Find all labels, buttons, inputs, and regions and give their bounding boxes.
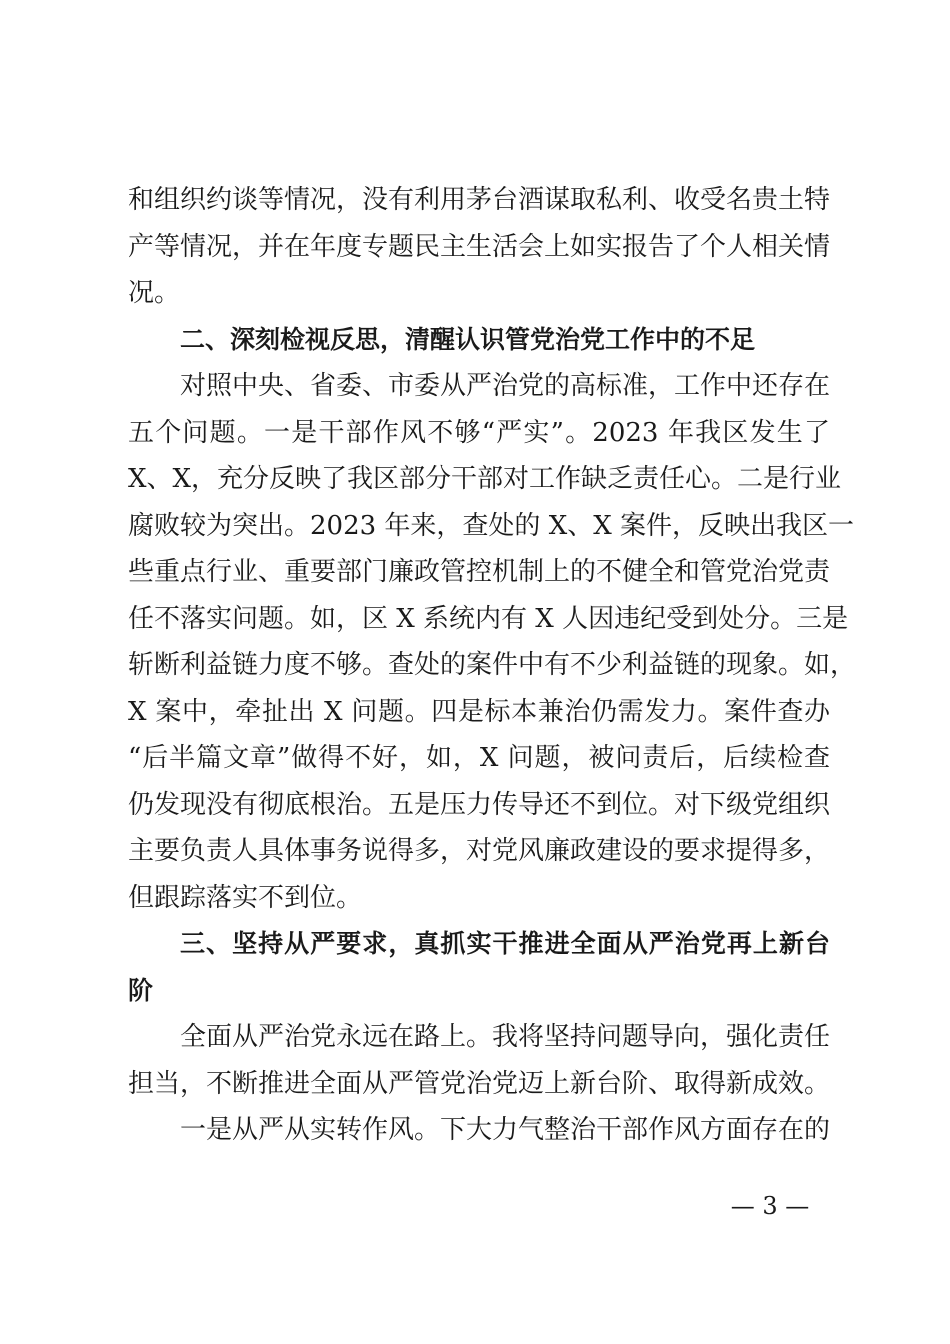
body-text-line: 和组织约谈等情况，没有利用茅台酒谋取私利、收受名贵土特 [128, 185, 831, 215]
body-text-line: 些重点行业、重要部门廉政管控机制上的不健全和管党治党责 [128, 557, 831, 587]
section-heading-3: 三、坚持从严要求，真抓实干推进全面从严治党再上新台 [180, 929, 830, 958]
body-text-line: 腐败较为突出。2023 年来，查处的 X、X 案件，反映出我区一 [128, 511, 854, 541]
body-text-line: 一是从严从实转作风。下大力气整治干部作风方面存在的 [180, 1115, 831, 1145]
body-text-line: 全面从严治党永远在路上。我将坚持问题导向，强化责任 [180, 1022, 831, 1052]
page-number: — 3 — [730, 1192, 810, 1220]
body-text-line: 主要负责人具体事务说得多，对党风廉政建设的要求提得多， [128, 836, 831, 866]
section-heading-2: 二、深刻检视反思，清醒认识管党治党工作中的不足 [180, 325, 756, 354]
body-text-line: 况。 [128, 278, 181, 308]
body-text-line: 仍发现没有彻底根治。五是压力传导还不到位。对下级党组织 [128, 790, 831, 820]
body-text-line: 产等情况，并在年度专题民主生活会上如实报告了个人相关情 [128, 232, 831, 262]
body-text-line: 但跟踪落实不到位。 [128, 883, 363, 913]
section-heading-3-continued: 阶 [128, 976, 154, 1005]
body-text-line: 对照中央、省委、市委从严治党的高标准，工作中还存在 [180, 371, 831, 401]
body-text-line: “后半篇文章”做得不好，如，X 问题，被问责后，后续检查 [128, 743, 830, 773]
body-text-line: 担当，不断推进全面从严管党治党迈上新台阶、取得新成效。 [128, 1069, 831, 1099]
body-text-line: 斩断利益链力度不够。查处的案件中有不少利益链的现象。如， [128, 650, 857, 680]
body-text-line: 任不落实问题。如，区 X 系统内有 X 人因违纪受到处分。三是 [128, 604, 849, 634]
body-text-line: X、X，充分反映了我区部分干部对工作缺乏责任心。二是行业 [128, 464, 842, 494]
body-text-line: X 案中，牵扯出 X 问题。四是标本兼治仍需发力。案件查办 [128, 697, 830, 727]
body-text-line: 五个问题。一是干部作风不够“严实”。2023 年我区发生了 [128, 418, 830, 448]
